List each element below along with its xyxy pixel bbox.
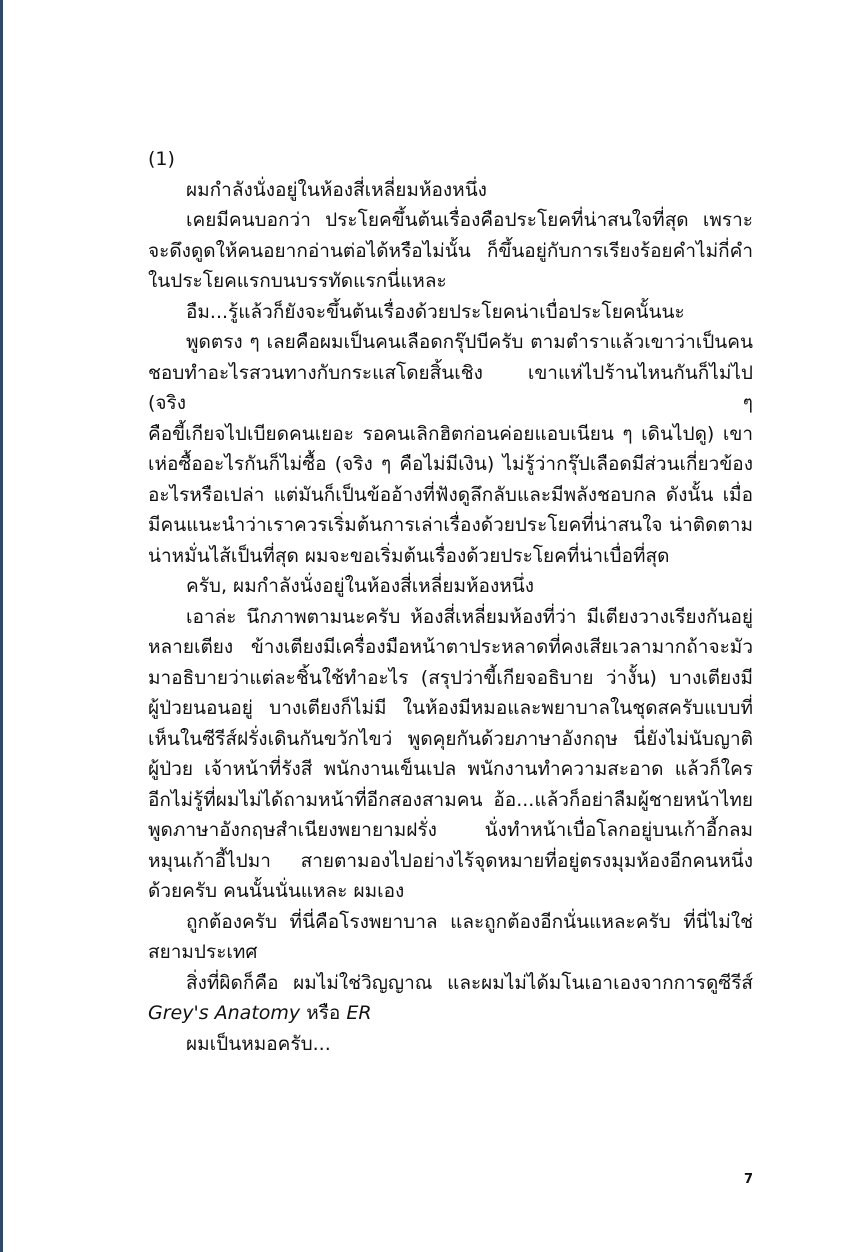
paragraph-4 — [148, 327, 753, 571]
paragraph-3 — [148, 297, 753, 328]
paragraph-2 — [148, 205, 753, 297]
text-line: น่าหมั่นไส้เป็นที่สุด ผมจะขอเริ่มต้นเรื่องด้วยประโยคที่น่าเบื่อที่สุด — [148, 544, 670, 567]
text-line: เคยมีคนบอกว่า ประโยคขึ้นต้นเรื่องคือประโยคที่น่าสนใจที่สุด เพราะ — [186, 209, 753, 231]
book-page-body — [148, 144, 753, 1059]
text-line: อะไรหรือเปล่า แต่มันก็เป็นข้ออ้างที่ฟังดูลึกลับและมีพลังชอบกล ดังนั้น เมื่อ — [148, 483, 753, 506]
text-line: ในประโยคแรกบนบรรทัดแรกนี่แหละ — [148, 270, 447, 292]
text-line: อีกไม่รู้ที่ผมไม่ได้ถามหน้าที่อีกสองสามคน อ้อ...แล้วก็อย่าลืมผู้ชายหน้าไทย — [148, 788, 753, 811]
text-line: ถูกต้องครับ ที่นี่คือโรงพยาบาล และถูกต้องอีกนั่นแหละครับ ที่นี่ไม่ใช่ — [186, 910, 753, 933]
text-line: ผู้ป่วยนอนอยู่ บางเตียงก็ไม่มี ในห้องมีหมอและพยาบาลในชุดสครับแบบที่ — [148, 697, 753, 719]
text-line: ผู้ป่วย เจ้าหน้าที่รังสี พนักงานเข็นเปล พนักงานทำความสะอาด แล้วก็ใคร — [148, 758, 753, 780]
series-title-er: ER — [346, 1002, 372, 1024]
text-line: คือขี้เกียจไปเบียดคนเยอะ รอคนเลิกฮิตก่อนค่อยแอบเนียน ๆ เดินไปดู) เขา — [148, 422, 753, 445]
text-line: มาอธิบายว่าแต่ละชิ้นใช้ทำอะไร (สรุปว่าขี้เกียจอธิบาย ว่างั้น) บางเตียงมี — [148, 666, 753, 689]
text-line-with-titles — [148, 998, 753, 1029]
text-line: เอาล่ะ นึกภาพตามนะครับ ห้องสี่เหลี่ยมห้องที่ว่า มีเตียงวางเรียงกันอยู่ — [186, 605, 753, 628]
page-edge-strip — [0, 0, 3, 1252]
text-line: เห่อซื้ออะไรกันก็ไม่ซื้อ (จริง ๆ คือไม่มีเงิน) ไม่รู้ว่ากรุ๊ปเลือดมีส่วนเกี่ยวข้อง — [148, 453, 753, 475]
text-line: หลายเตียง ข้างเตียงมีเครื่องมือหน้าตาประหลาดที่คงเสียเวลามากถ้าจะมัว — [148, 636, 753, 658]
text-line: ครับ, ผมกำลังนั่งอยู่ในห้องสี่เหลี่ยมห้องหนึ่ง — [186, 575, 535, 597]
connector-word: หรือ — [306, 1002, 341, 1024]
text-line: พูดตรง ๆ เลยคือผมเป็นคนเลือดกรุ๊ปบีครับ ตามตำราแล้วเขาว่าเป็นคน — [186, 331, 753, 353]
series-title-greys-anatomy: Grey's Anatomy — [148, 1002, 301, 1024]
paragraph-5 — [148, 571, 753, 602]
paragraph-7 — [148, 907, 753, 968]
paragraph-9 — [148, 1029, 753, 1060]
page-number: 7 — [744, 1172, 754, 1187]
text-line: ผมกำลังนั่งอยู่ในห้องสี่เหลี่ยมห้องหนึ่ง — [186, 178, 487, 201]
text-line: มีคนแนะนำว่าเราควรเริ่มต้นการเล่าเรื่องด้วยประโยคที่น่าสนใจ น่าติดตาม — [148, 514, 753, 536]
text-line: อืม...รู้แล้วก็ยังจะขึ้นต้นเรื่องด้วยประโยคน่าเบื่อประโยคนั้นนะ — [186, 300, 685, 323]
text-line: หมุนเก้าอี้ไปมา สายตามองไปอย่างไร้จุดหมายที่อยู่ตรงมุมห้องอีกคนหนึ่ง — [148, 849, 753, 872]
text-line: จะดึงดูดให้คนอยากอ่านต่อได้หรือไม่นั้น ก็ขึ้นอยู่กับการเรียงร้อยคำไม่กี่คำ — [148, 239, 753, 262]
text-line: ด้วยครับ คนนั้นนั่นแหละ ผมเอง — [148, 880, 405, 902]
text-line: สยามประเทศ — [148, 941, 258, 963]
text-line: เห็นในซีรีส์ฝรั่งเดินกันขวักไขว่ พูดคุยกันด้วยภาษาอังกฤษ นี่ยังไม่นับญาติ — [148, 727, 753, 750]
text-line: ผมเป็นหมอครับ... — [186, 1032, 331, 1055]
text-line: ชอบทำอะไรสวนทางกับกระแสโดยสิ้นเชิง เขาแห่ไปร้านไหนกันก็ไม่ไป (จริง ๆ — [148, 361, 753, 414]
paragraph-6 — [148, 602, 753, 907]
chapter-label: (1) — [148, 148, 175, 170]
paragraph-8 — [148, 968, 753, 1029]
text-line: พูดภาษาอังกฤษสำเนียงพยายามฝรั่ง นั่งทำหน้าเบื่อโลกอยู่บนเก้าอี้กลม — [148, 819, 753, 841]
text-line: สิ่งที่ผิดก็คือ ผมไม่ใช่วิญญาณ และผมไม่ได้มโนเอาเองจากการดูซีรีส์ — [186, 971, 753, 994]
paragraph-1 — [148, 175, 753, 206]
